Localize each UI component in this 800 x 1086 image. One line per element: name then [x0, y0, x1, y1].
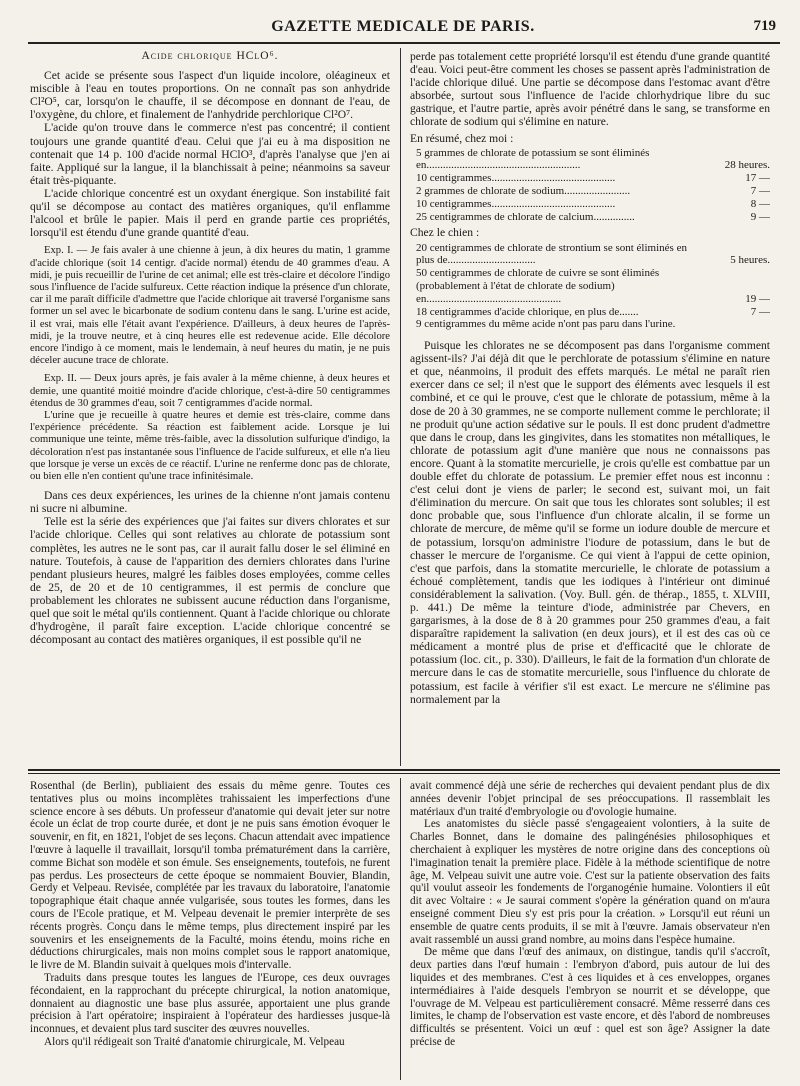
top-right-column: [410, 50, 770, 762]
bottom-right-column: [410, 780, 770, 1080]
summary-list-chien: [410, 226, 770, 331]
paragraph: Puisque les chlorates ne se décomposent pas dans l'organisme comment agissent-ils? J'ai déjà dit que le perchlorate de potassium s'élimine en nature et que, néanmoins, il produit des effets marqués. Le métal ne paraît rien exercer dans ce sel; il n'est que le support des éléments avec lesquels il est combiné, et ce qui le prouve, c'est que le chlorate de potassium, même à la dose de 20 à 30 grammes, ne se comporte nullement comme le perchlorate; il ne produit qu'une action sédative sur le pouls. Il est donc prudent d'admettre que dans le croup, dans les gingivites, dans les stomatites non métalliques, le chlorate de potassium agit d'une manière que nous ne connaissons pas encore. Quant à la stomatite mercurielle, je crois qu'elle est combattue par un double effet du chlorate de potassium. Le premier effet nous est inconnu : c'est celui dont je viens de parler; le second est, suivant moi, un fait d'élimination du mercure. On sait que tous les chlorates sont solubles; il est donc probable que, sous l'influence d'un chlorate alcalin, il se forme un chlorate de mercure, de même qu'il se forme un iodure double de mercure et de potassium, lorsqu'on administre l'iodure de potassium, dans le but de chasser le mercure de l'organisme. Ce qui vient à l'appui de cette opinion, c'est que parfois, dans la stomatite mercurielle, le chlorate de potassium a échoué complètement, tandis que les iodiques à l'intérieur ont diminué considérablement la salivation. (Voy. Bull. gén. de thérap., 1855, t. XLVIII, p. 441.) De même la teinture d'iode, administrée par Chevers, en gargarismes, à la dose de 8 à 20 grammes pour 250 grammes d'eau, a fait disparaître rapidement la salivation (en deux jours), et il est des cas où ce médicament a montré plus de prise et d'efficacité que le chlorate de potassium (loc. cit., p. 330). D'ailleurs, le fait de la formation d'un chlorate de mercure dans le cas de stomatite mercurielle, sous l'influence du chlorate de potassium, est facile à vérifier s'il est exact. Le mercure ne s'élimine pas normalement par la: [410, 339, 770, 706]
paragraph: Cet acide se présente sous l'aspect d'un liquide incolore, oléagineux et miscible à l'eau en toutes proportions. On ne connaît pas son anhydride Cl²O⁵, car, lorsqu'on le chauffe, il se décompose en donnant de l'eau, de l'oxygène, du chlore, et finalement de l'anhydride perchlorique Cl²O⁷.: [30, 69, 390, 122]
paragraph: perde pas totalement cette propriété lorsqu'il est étendu d'une grande quantité d'eau. Voici peut-être comment les choses se passent après l'administration de l'acide chlorique dilué. Une partie se décompose dans l'estomac avant d'être absorbée, surtout sous l'influence de l'acide chlorhydrique libre du suc gastrique, et l'autre partie, après avoir pénétré dans le sang, se transforme en chlorate de sodium qui s'élimine en nature.: [410, 50, 770, 129]
page-number: 719: [753, 18, 776, 34]
paragraph: Les anatomistes du siècle passé s'engageaient volontiers, à la suite de Charles Bonnet, dans le domaine des palingénésies philosophiques et cherchaient à expliquer les mystères de notre origine dans des conceptions où l'imagination tenait la première place. Fidèle à la méthode scientifique de notre âge, M. Velpeau suivit une autre voie. C'est sur la patiente observation des faits qu'il voulut asseoir les fondements de l'organogénie humaine. Volontiers il eût dit avec Voltaire : « Je saurai comment s'opère la génération quand on m'aura enseigné comment Dieu s'y est pris pour la création. » Lorsqu'il eut réuni un ensemble de quatre cents produits, il se mit à l'œuvre. Jamais observateur n'en avait rassemblé un aussi grand nombre, au moins dans l'espèce humaine.: [410, 818, 770, 946]
summary-list-moi: [410, 132, 770, 224]
bottom-left-column: [30, 780, 390, 1080]
list-item: 20 centigrammes de chlorate de strontium se sont éliminés en plus de................................ 5 heures.: [416, 241, 770, 267]
experiment-1: Exp. I. — Je fais avaler à une chienne à jeun, à dix heures du matin, 1 gramme d'acide chlorique (soit 14 centigr. d'acide normal) étendu de 40 grammes d'eau. A midi, je puis recueillir de l'urine de cet animal; elle est très-claire et décolore l'indigo sous l'influence de l'acide sulfureux. Cette réaction indique la présence d'un chlorate, car il me paraît difficile d'admettre que l'acide chlorique ait traversé l'organisme sans former un sel avec le bicarbonate de sodium contenu dans le sang. L'urine est acide, il est vrai, mais elle l'était avant l'expérience. D'ailleurs, à deux heures de l'après-midi, je la trouve neutre, et à cinq heures elle est redevenue acide. Elle décolore encore l'indigo à ce moment, mais le lendemain, à neuf heures du matin, je ne puis déceler aucune trace de chlorate.: [30, 245, 390, 367]
top-left-column: [30, 50, 390, 762]
paragraph: Alors qu'il rédigeait son Traité d'anatomie chirurgicale, M. Velpeau: [44, 1035, 345, 1048]
list-item: 50 centigrammes de chlorate de cuivre se sont éliminés (probablement à l'état de chlorate de sodium) en................................................. 19 —: [416, 267, 770, 305]
list-item: 25 centigrammes de chlorate de calcium............... 9 —: [416, 210, 770, 223]
list-item: 18 centigrammes d'acide chlorique, en plus de....... 7 —: [416, 305, 770, 318]
section-rule: [28, 769, 780, 771]
paragraph: Rosenthal (de Berlin), publiaient des essais du même genre. Toutes ces tentatives plus ou moins incomplètes trahissaient les imperfections d'une science encore à ses débuts. Un professeur d'anatomie qui devait jeter sur notre école un éclat de trop courte durée, et dont je ne puis sans émotion évoquer le souvenir, en fit, en 1821, l'objet de ses leçons. Chacun attendait avec impatience l'œuvre à laquelle il travaillait, lorsqu'il tomba prématurément dans la carrière, comme Bichat son modèle et son émule. Ses enseignements, toutefois, ne furent pas perdus. Les prosecteurs de cette époque se nommaient Bouvier, Blandin, Gerdy et Velpeau. Revisée, complétée par les travaux du laboratoire, l'anatomie topographique était chaque année vulgarisée, sous toutes les formes, dans les cours de l'Ecole pratique, et M. Velpeau devenait le premier interprète de ses récents progrès. Conçu dans le même temps, plus directement inspiré par les souvenirs et les enseignements de la Faculté, moins étendu, moins riche en déductions chirurgicales, mais non moins complet sous le rapport anatomique, le livre de M. Blandin suivait à quelques mois d'intervalle.: [30, 780, 390, 972]
header-rule: [28, 42, 780, 44]
paragraph: L'acide chlorique concentré est un oxydant énergique. Son instabilité fait qu'il se décompose au contact des matières organiques, qu'il enflamme l'alcool et brûle le papier. Mais il perd en grande partie ces propriétés, lorsqu'il est étendu d'une grande quantité d'eau.: [30, 186, 390, 240]
section-title: Acide chlorique HClO⁶.: [141, 50, 279, 62]
column-divider: [400, 778, 401, 1080]
paragraph: De même que dans l'œuf des animaux, on distingue, tandis qu'il s'accroît, deux parties dans l'œuf humain : l'embryon d'abord, puis autour de lui des liquides et des membranes. C'est à ces liquides et à ces enveloppes, organes intermédiaires à l'aide desquels l'embryon se nourrit et se développe, que l'ouvrage de M. Velpeau est particulièrement consacré. Même resserré dans ces limites, le champ de l'observation est vaste encore, et dès l'abord de nombreuses difficultés se présentent. Voici un œuf : quel est son âge? Assigner la date précise de: [410, 946, 770, 1048]
experiment-2: Exp. II. — Deux jours après, je fais avaler à la même chienne, à deux heures et demie, une quantité moitié moindre d'acide chlorique, c'est-à-dire 50 centigrammes étendus de 30 grammes d'eau, soit 7 centigrammes d'acide normal.: [30, 373, 390, 409]
paragraph: Dans ces deux expériences, les urines de la chienne n'ont jamais contenu ni sucre ni albumine.: [30, 489, 390, 516]
paragraph: L'acide qu'on trouve dans le commerce n'est pas concentré; il contient toujours une grande quantité d'eau. Celui que j'ai eu à ma disposition ne contenait que 14 p. 100 d'acide normal HClO³, d'après l'analyse que j'en ai faite. Appliqué sur la langue, il la blanchissait à peine; néanmoins sa saveur était très-piquante.: [30, 121, 390, 187]
paragraph: Traduits dans presque toutes les langues de l'Europe, ces deux ouvrages fécondaient, en la rapprochant du précepte chirurgical, la notion anatomique, donnaient au diagnostic une base plus assurée, apportaient une plus grande précision à l'art opératoire; inspiraient à l'opérateur des hardiesses jusque-là inconnues, et devaient plus tard susciter des œuvres nouvelles.: [30, 971, 390, 1036]
section-rule-thin: [28, 773, 780, 774]
list-item: 10 centigrammes............................................. 17 —: [416, 172, 770, 185]
paragraph: Telle est la série des expériences que j'ai faites sur divers chlorates et sur l'acide chlorique. Celles qui sont relatives au chlorate de potassium sont complètes, les autres ne le sont pas, car il aurait fallu doser le sel éliminé en nature. Toutefois, à cause de l'apparition des derniers chlorates dans l'urine pendant plusieurs heures, malgré les faibles doses employées, comme celles de 25, de 20 et de 10 centigrammes, il est permis de conclure que probablement les chlorates ne subissent aucune réduction dans l'organisme, quel que soit le métal qu'ils contiennent. Quant à l'acide chlorique ou chlorate d'hydrogène, il paraît faire exception. L'acide chlorique concentré se décomposant au contact des matières organiques, il est possible qu'il ne: [30, 515, 390, 647]
paragraph: avait commencé déjà une série de recherches qui devaient pendant plus de dix années devenir l'objet principal de ses préoccupations. Il rassemblait les matériaux d'un traité d'embryologie ou d'ovologie humaine.: [410, 780, 770, 818]
list-label: En résumé, chez moi :: [410, 131, 514, 145]
column-divider: [400, 48, 401, 766]
experiment-2-result: L'urine que je recueille à quatre heures et demie est très-claire, comme dans l'expérience précédente. Sa réaction est faiblement acide. Lorsque je lui communique une teinte, même très-faible, avec la dissolution sulfurique d'indigo, la décoloration n'est pas instantanée sous l'influence de l'acide sulfureux, et elle n'a lieu que lorsque je verse un excès de ce réactif. L'urine ne renferme donc pas de chlorate, ou bien elle n'en contient qu'une trace infinitésimale.: [30, 409, 390, 482]
list-item: 10 centigrammes............................................. 8 —: [416, 197, 770, 210]
list-label: Chez le chien :: [410, 226, 480, 240]
page-header: [28, 16, 778, 40]
list-item: 9 centigrammes du même acide n'ont pas paru dans l'urine.: [416, 318, 676, 331]
journal-title: GAZETTE MEDICALE DE PARIS.: [271, 18, 535, 35]
list-item: 5 grammes de chlorate de potassium se sont éliminés en........................................................ 28 heures.: [416, 146, 770, 172]
list-item: 2 grammes de chlorate de sodium........................ 7 —: [416, 185, 770, 198]
